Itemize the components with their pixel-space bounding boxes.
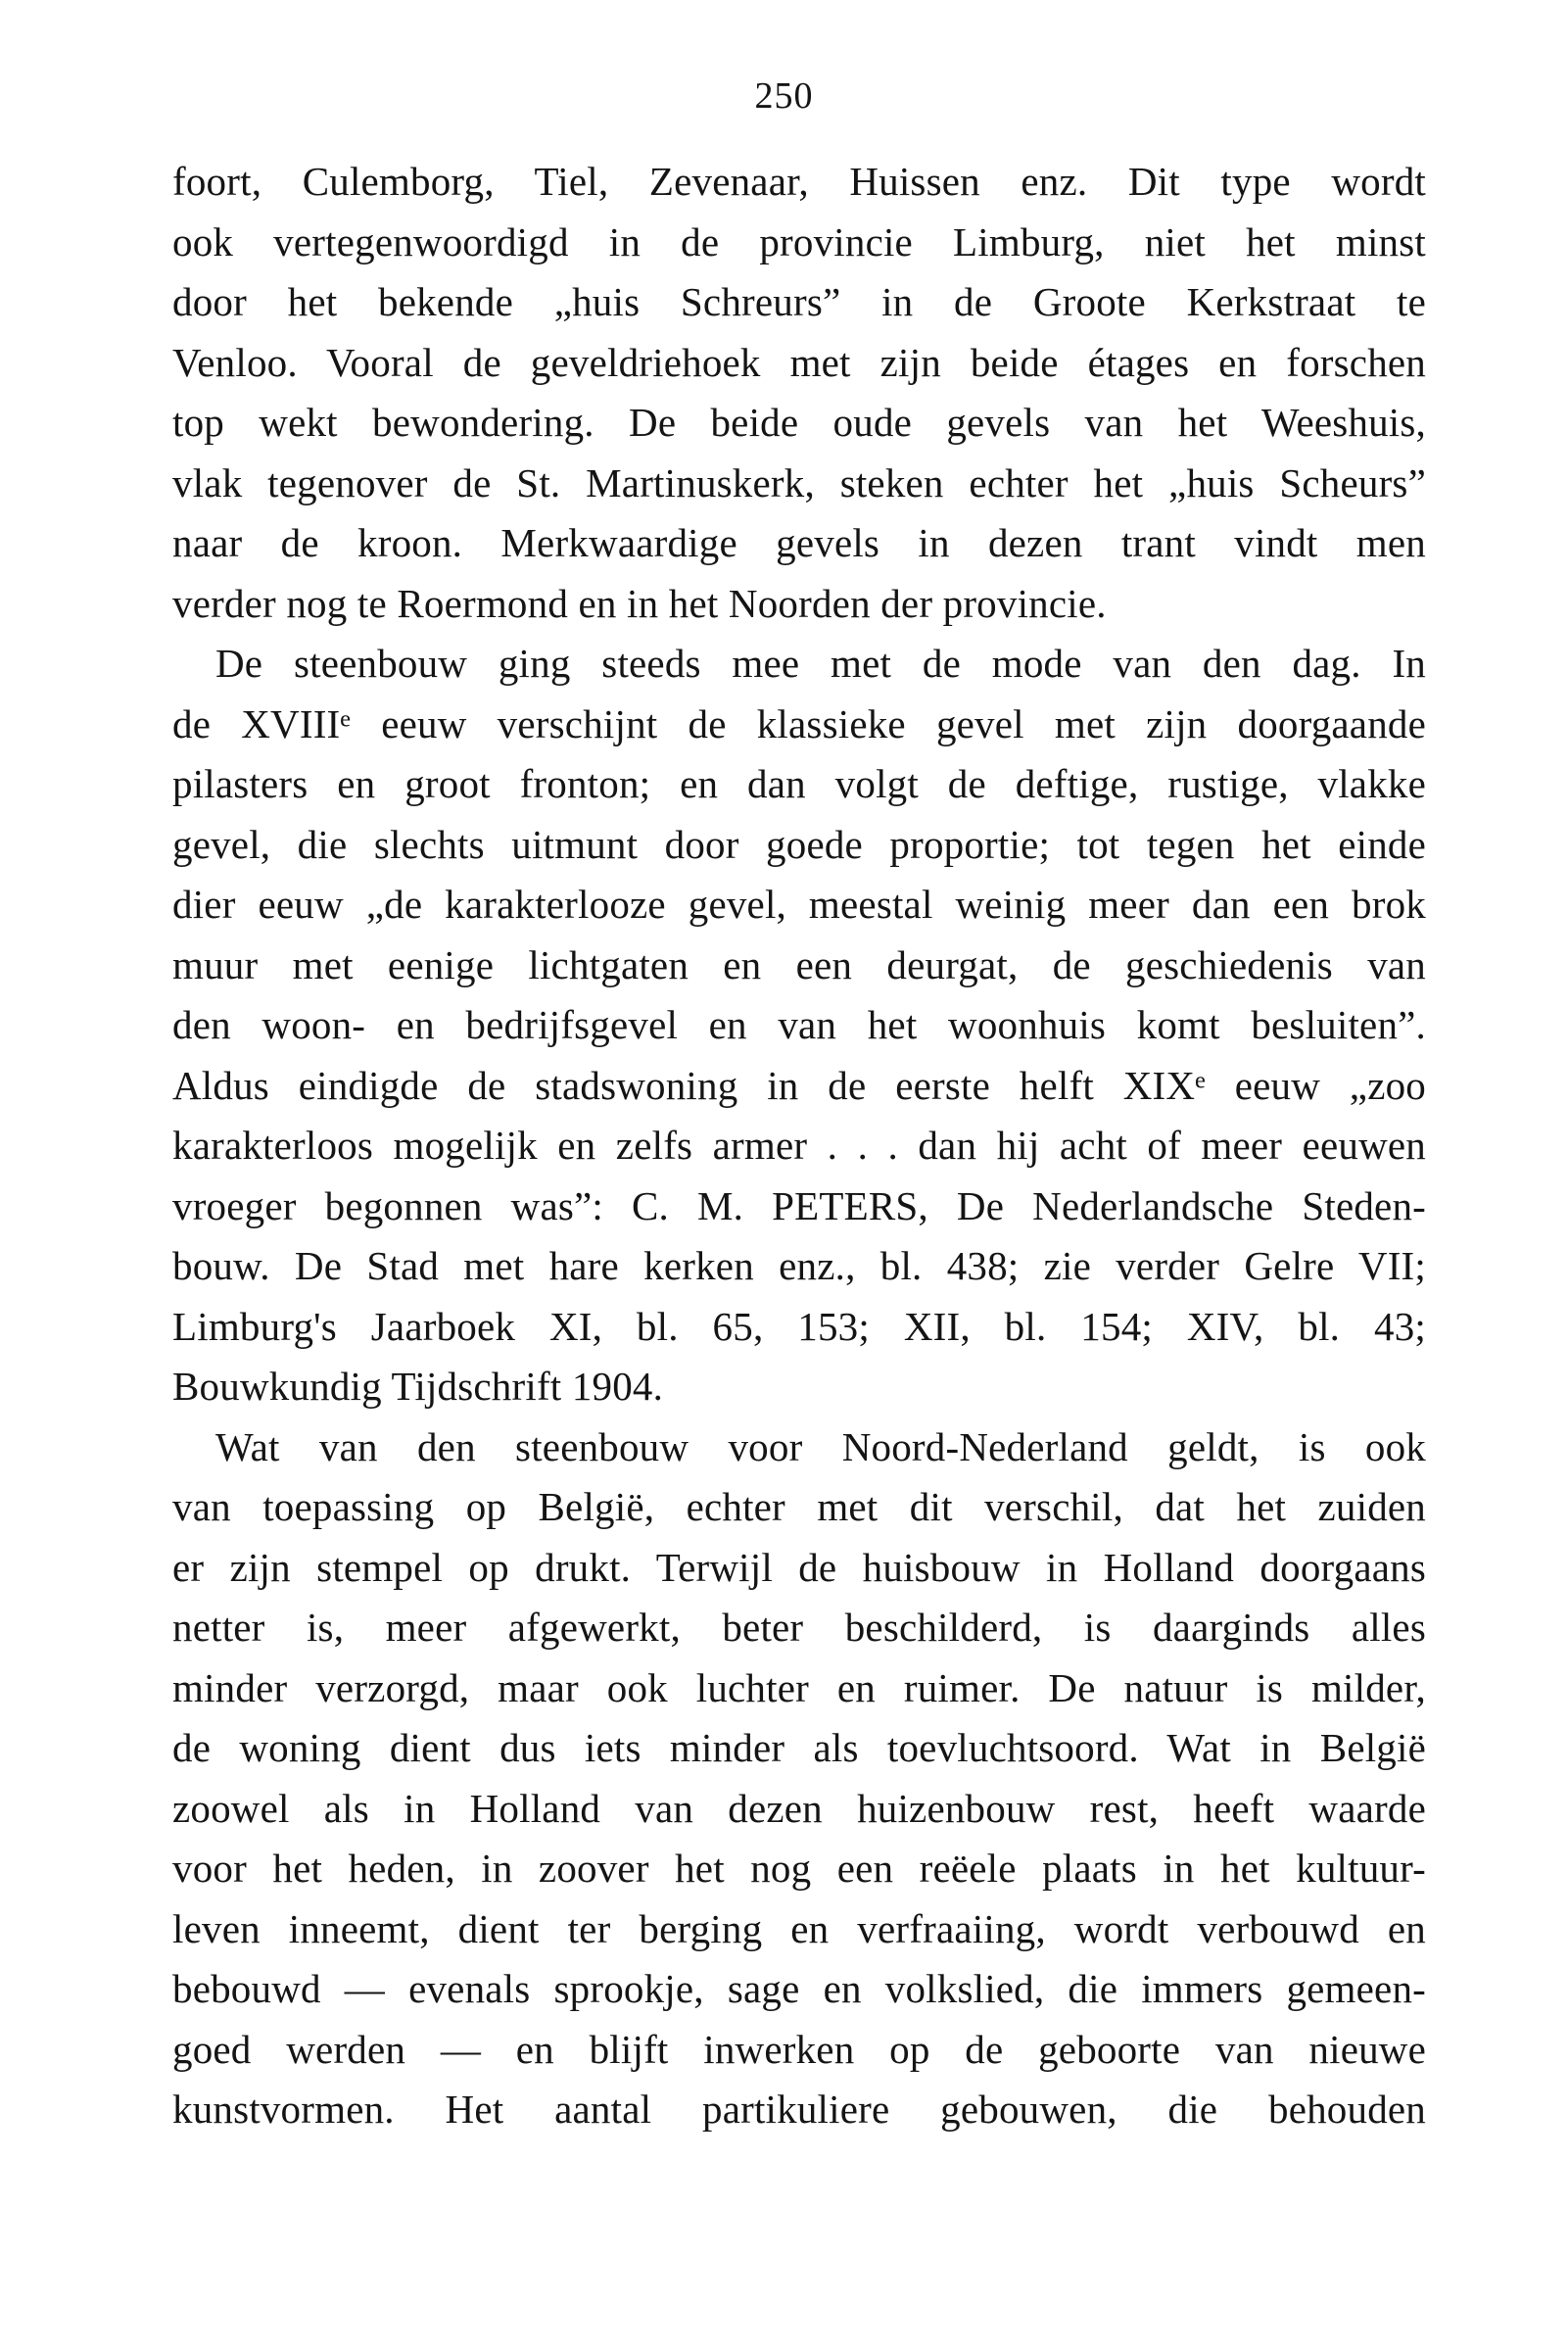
text-line: goed werden — en blijft inwerken op de geboorte van nieuwe [172,2026,1426,2072]
text-line: De steenbouw ging steeds mee met de mode van den dag. In [215,641,1426,686]
text-line: Aldus eindigde de stadswoning in de eerste helft XIXᵉ eeuw „zoo [172,1062,1426,1108]
text-line: door het bekende „huis Schreurs” in de Groote Kerkstraat te [172,279,1426,324]
text-line: naar de kroon. Merkwaardige gevels in dezen trant vindt men [172,520,1426,565]
body-text [172,152,1426,2140]
text-line: ook vertegenwoordigd in de provincie Limburg, niet het minst [172,218,1426,264]
text-line: de woning dient dus iets minder als toevluchtsoord. Wat in België [172,1725,1426,1770]
text-line: minder verzorgd, maar ook luchter en ruimer. De natuur is milder, [172,1664,1426,1710]
text-line: gevel, die slechts uitmunt door goede proportie; tot tegen het einde [172,821,1426,867]
text-line: den woon- en bedrijfsgevel en van het woonhuis komt besluiten”. [172,1002,1426,1047]
text-line: pilasters en groot fronton; en dan volgt de deftige, rustige, vlakke [172,761,1426,806]
paragraph [172,152,1426,634]
text-line: de XVIIIᵉ eeuw verschijnt de klassieke gevel met zijn doorgaande [172,700,1426,746]
text-line: netter is, meer afgewerkt, beter beschilderd, is daarginds alles [172,1605,1426,1650]
text-line: vlak tegenover de St. Martinuskerk, steken echter het „huis Scheurs” [172,459,1426,505]
text-line: zoowel als in Holland van dezen huizenbouw rest, heeft waarde [172,1785,1426,1831]
text-line: leven inneemt, dient ter berging en verfraaiing, wordt verbouwd en [172,1905,1426,1951]
paragraph [172,634,1426,1417]
text-line: kunstvormen. Het aantal partikuliere gebouwen, die behouden [172,2087,1426,2132]
text-line: Wat van den steenbouw voor Noord-Nederland geldt, is ook [215,1423,1426,1469]
text-line: bouw. De Stad met hare kerken enz., bl. 438; zie verder Gelre VII; [172,1243,1426,1288]
text-line: vroeger begonnen was”: C. M. PETERS, De Nederlandsche Steden- [172,1182,1426,1228]
text-line: foort, Culemborg, Tiel, Zevenaar, Huissen enz. Dit type wordt [172,159,1426,204]
text-line: van toepassing op België, echter met dit verschil, dat het zuiden [172,1484,1426,1529]
text-line: muur met eenige lichtgaten en een deurgat, de geschiedenis van [172,941,1426,987]
text-line: er zijn stempel op drukt. Terwijl de huisbouw in Holland doorgaans [172,1544,1426,1590]
text-line: Bouwkundig Tijdschrift 1904. [172,1364,664,1409]
text-line: voor het heden, in zoover het nog een reëele plaats in het kultuur- [172,1846,1426,1891]
text-line: Limburg's Jaarboek XI, bl. 65, 153; XII, bl. 154; XIV, bl. 43; [172,1303,1426,1349]
paragraph [172,1417,1426,2140]
text-line: Venloo. Vooral de geveldriehoek met zijn beide étages en forschen [172,339,1426,385]
text-line: top wekt bewondering. De beide oude gevels van het Weeshuis, [172,400,1426,445]
page-number: 250 [754,75,814,117]
text-line: karakterloos mogelijk en zelfs armer . . . dan hij acht of meer eeuwen [172,1123,1426,1168]
text-line: bebouwd — evenals sprookje, sage en volkslied, die immers gemeen- [172,1966,1426,2011]
text-line: verder nog te Roermond en in het Noorden der provincie. [172,580,1107,626]
text-line: dier eeuw „de karakterlooze gevel, meestal weinig meer dan een brok [172,882,1426,927]
